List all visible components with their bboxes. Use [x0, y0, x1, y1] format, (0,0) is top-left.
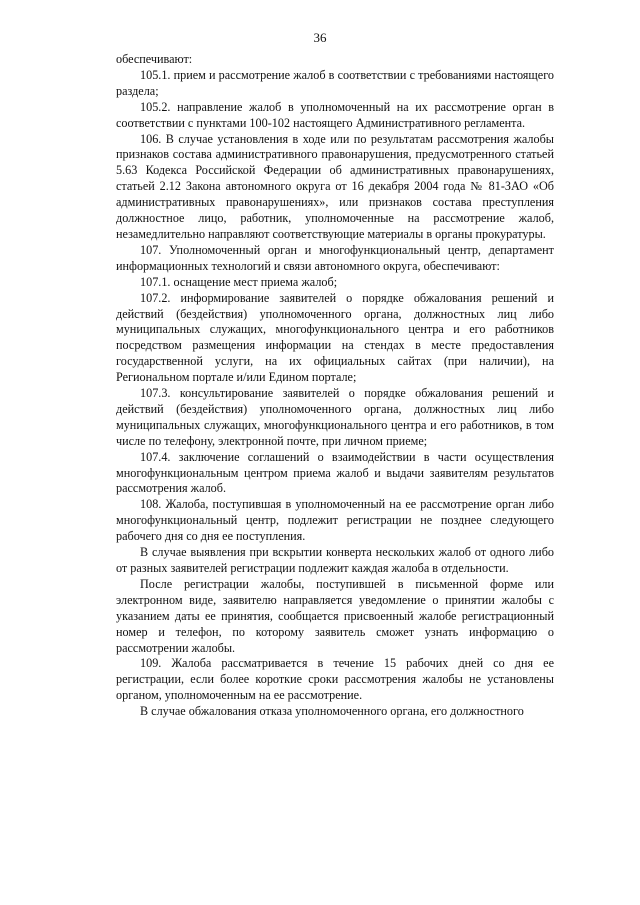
paragraph-multiple-complaints: В случае выявления при вскрытии конверта нескольких жалоб от одного либо от разных заявителей регистрации подлежит каждая жалоба в отдельности.	[116, 545, 554, 575]
paragraph-107: 107. Уполномоченный орган и многофункциональный центр, департамент информационных технологий и связи автономного округа, обеспечивают:	[116, 242, 554, 273]
paragraph-105-1: 105.1. прием и рассмотрение жалоб в соответствии с требованиями настоящего раздела;	[116, 67, 554, 98]
paragraph-refusal-appeal: В случае обжалования отказа уполномоченного органа, его должностного	[140, 704, 524, 719]
paragraph-107-1: 107.1. оснащение мест приема жалоб;	[140, 274, 338, 289]
paragraph-105-2: 105.2. направление жалоб в уполномоченный на их рассмотрение орган в соответствии с пунктами 100-102 настоящего Административного регламента.	[116, 99, 554, 130]
paragraph-continuation: обеспечивают:	[116, 52, 193, 66]
paragraph-109: 109. Жалоба рассматривается в течение 15 рабочих дней со дня ее регистрации, если более короткие сроки рассмотрения жалобы не установлены органом, уполномоченным на ее рассмотрение.	[116, 656, 554, 703]
paragraph-108: 108. Жалоба, поступившая в уполномоченный на ее рассмотрение орган либо многофункциональный центр, подлежит регистрации не позднее следующего рабочего дня со дня ее поступления.	[116, 497, 554, 544]
paragraph-107-2: 107.2. информирование заявителей о порядке обжалования решений и действий (бездействия) уполномоченного органа, должностных лиц либо муниципальных служащих, многофункционального центра и его работников посредством размещения информации на стендах в месте предоставления государственной услуги, на их официальных сайтах (при наличии), на Региональном портале и/или Едином портале;	[116, 290, 554, 385]
paragraph-registration-notice: После регистрации жалобы, поступившей в письменной форме или электронном виде, заявителю направляется уведомление о принятии жалобы с указанием даты ее принятия, сообщается присвоенный жалобе регистрационный номер и телефон, по которому заявитель сможет узнать информацию о рассмотрении жалобы.	[116, 576, 554, 655]
paragraph-107-3: 107.3. консультирование заявителей о порядке обжалования решений и действий (бездействия) уполномоченного органа, должностных лиц либо муниципальных служащих, многофункционального центра и его работников, в том числе по телефону, электронной почте, при личном приеме;	[116, 386, 554, 448]
document-body	[116, 52, 554, 720]
paragraph-107-4: 107.4. заключение соглашений о взаимодействии в части осуществления многофункциональным центром приема жалоб и выдачи заявителям результатов рассмотрения жалоб.	[116, 449, 554, 496]
page-number: 36	[313, 30, 327, 45]
paragraph-106: 106. В случае установления в ходе или по результатам рассмотрения жалобы признаков состава административного правонарушения, предусмотренного статьей 5.63 Кодекса Российской Федерации об административных правонарушениях, статьей 2.12 Закона автономного округа от 16 декабря 2004 года № 81-ЗАО «Об административных правонарушениях», или признаков состава преступления должностное лицо, работник, уполномоченные на рассмотрение жалоб, незамедлительно направляют соответствующие материалы в органы прокуратуры.	[116, 131, 554, 241]
